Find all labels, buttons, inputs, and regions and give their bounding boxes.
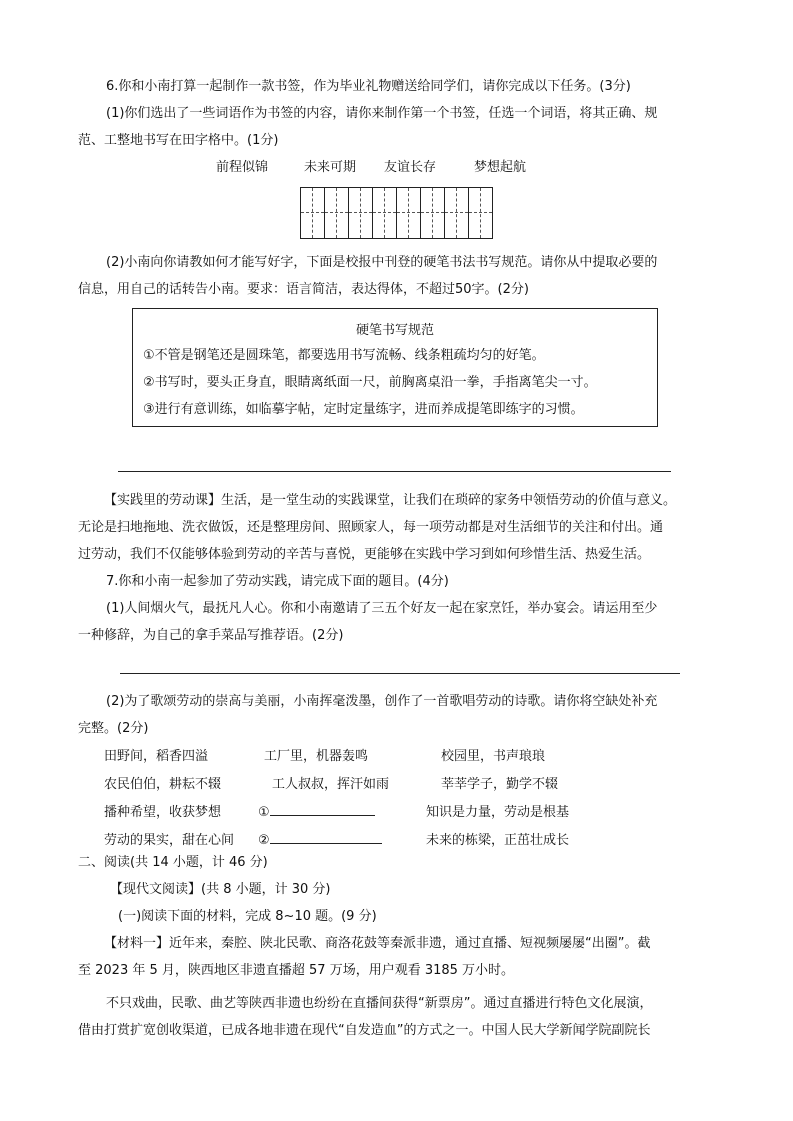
blank-marker-1: ① — [258, 805, 270, 820]
rule-item-1: ①不管是钢笔还是圆珠笔，都要选用书写流畅、线条粗疏均匀的好笔。 — [143, 348, 545, 363]
tianzige-cell[interactable] — [373, 188, 397, 238]
word-option-1: 前程似锦 — [216, 160, 269, 175]
poem-line: 莘莘学子，勤学不辍 — [441, 777, 559, 792]
word-option-2: 未来可期 — [304, 160, 357, 175]
poem-line: 播种希望，收获梦想 — [104, 805, 222, 820]
q6-part1-line1: (1)你们选出了一些词语作为书签的内容，请你来制作第一个书签，任选一个词语，将其正确、规 — [106, 106, 658, 121]
tianzige-cell[interactable] — [325, 188, 349, 238]
blank-marker-2: ② — [258, 833, 270, 848]
tianzige-cell[interactable] — [421, 188, 445, 238]
practice-passage-line3: 过劳动，我们不仅能够体验到劳动的辛苦与喜悦，更能够在实践中学习到如何珍惜生活、热爱生活。 — [78, 547, 651, 562]
poem-line: 未来的栋梁，正茁壮成长 — [426, 833, 570, 848]
poem-line: 工人叔叔，挥汗如雨 — [272, 777, 390, 792]
tianzige-cell[interactable] — [301, 188, 325, 238]
poem-line: 田野间，稻香四溢 — [104, 749, 209, 764]
blank-line-1[interactable] — [270, 801, 375, 816]
q6-stem: 6.你和小南打算一起制作一款书签，作为毕业礼物赠送给同学们，请你完成以下任务。(3分) — [106, 79, 631, 94]
tianzige-writing-grid[interactable] — [300, 187, 493, 239]
rule-item-2: ②书写时，要头正身直，眼睛离纸面一尺，前胸离桌沿一拳，手指离笔尖一寸。 — [143, 375, 597, 390]
practice-passage-line1: 【实践里的劳动课】生活，是一堂生动的实践课堂，让我们在琐碎的家务中领悟劳动的价值与意义。 — [104, 493, 677, 508]
q7-part1-line1: (1)人间烟火气，最抚凡人心。你和小南邀请了三五个好友一起在家烹饪，举办宴会。请运用至少 — [106, 601, 658, 616]
material1-line1: 【材料一】近年来，秦腔、陕北民歌、商洛花鼓等秦派非遗，通过直播、短视频屡屡“出圈”。截 — [104, 936, 651, 951]
practice-passage-line2: 无论是扫地拖地、洗衣做饭，还是整理房间、照顾家人，每一项劳动都是对生活细节的关注和付出。通 — [78, 520, 664, 535]
poem-blank-1[interactable] — [258, 801, 375, 820]
q7-part2-line1: (2)为了歌颂劳动的崇高与美丽，小南挥毫泼墨，创作了一首歌唱劳动的诗歌。请你将空缺处补充 — [106, 694, 658, 709]
poem-line: 校园里，书声琅琅 — [441, 749, 546, 764]
material-para2-line1: 不只戏曲，民歌、曲艺等陕西非遗也纷纷在直播间获得“新票房”。通过直播进行特色文化展演， — [106, 996, 653, 1011]
tianzige-cell[interactable] — [397, 188, 421, 238]
blank-line-2[interactable] — [270, 829, 382, 844]
tianzige-cell[interactable] — [445, 188, 469, 238]
rules-box-title: 硬笔书写规范 — [355, 323, 434, 338]
answer-line-q6-2[interactable] — [118, 471, 671, 472]
rule-item-3: ③进行有意训练，如临摹字帖，定时定量练字，进而养成提笔即练字的习惯。 — [143, 402, 584, 417]
poem-line: 工厂里，机器轰鸣 — [264, 749, 369, 764]
modern-reading-heading: 【现代文阅读】(共 8 小题，计 30 分) — [110, 882, 331, 897]
reading-section-heading: 二、阅读(共 14 小题，计 46 分) — [78, 855, 268, 870]
q7-part2-line2: 完整。(2分) — [78, 721, 149, 736]
tianzige-cell[interactable] — [349, 188, 373, 238]
q7-stem: 7.你和小南一起参加了劳动实践，请完成下面的题目。(4分) — [106, 574, 449, 589]
word-option-3: 友谊长存 — [384, 160, 437, 175]
material-para2-line2: 借由打赏扩宽创收渠道，已成各地非遗在现代“自发造血”的方式之一。中国人民大学新闻学院副院长 — [78, 1023, 651, 1038]
word-option-4: 梦想起航 — [474, 160, 527, 175]
answer-line-q7-1[interactable] — [120, 673, 680, 674]
poem-blank-2[interactable] — [258, 829, 382, 848]
handwriting-rules-box — [132, 308, 658, 427]
tianzige-cell[interactable] — [469, 188, 492, 238]
material1-line2: 至 2023 年 5 月，陕西地区非遗直播超 57 万场，用户观看 3185 万小时。 — [78, 963, 515, 978]
reading-subsection-1: (一)阅读下面的材料，完成 8~10 题。(9 分) — [118, 909, 377, 924]
q6-part2-line1: (2)小南向你请教如何才能写好字，下面是校报中刊登的硬笔书法书写规范。请你从中提取必要的 — [106, 255, 658, 270]
poem-line: 劳动的果实，甜在心间 — [104, 833, 235, 848]
poem-line: 农民伯伯，耕耘不辍 — [104, 777, 222, 792]
q6-part1-line2: 范、工整地书写在田字格中。(1分) — [78, 133, 279, 148]
poem-line: 知识是力量，劳动是根基 — [426, 805, 570, 820]
q7-part1-line2: 一种修辞，为自己的拿手菜品写推荐语。(2分) — [78, 628, 344, 643]
q6-part2-line2: 信息，用自己的话转告小南。要求：语言简洁，表达得体，不超过50字。(2分) — [78, 282, 529, 297]
